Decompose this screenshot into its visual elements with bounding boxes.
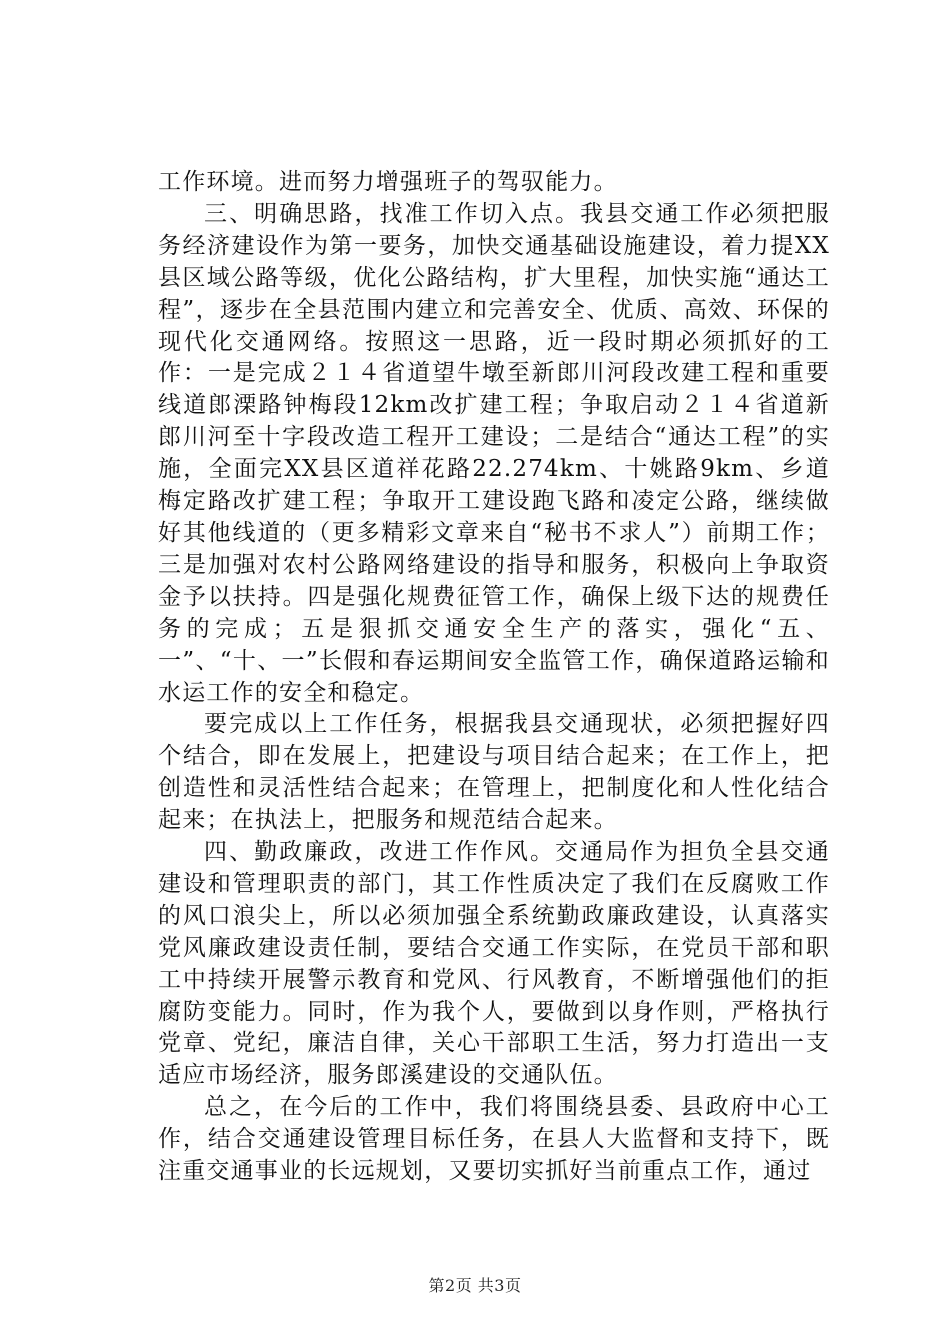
paragraph-1: 工作环境。进而努力增强班子的驾驭能力。	[158, 169, 618, 195]
paragraph-2: 三、明确思路，找准工作切入点。我县交通工作必须把服务经济建设作为第一要务，加快交通基础设施建设，着力提XX县区域公路等级，优化公路结构，扩大里程，加快实施“通达工程”，逐步在全县范围内建立和完善安全、优质、高效、环保的现代化交通网络。按照这一思路，近一段时期必须抓好的工作：一是完成２１４省道望牛墩至新郎川河段改建工程和重要线道郎溧路钟梅段12km改扩建工程；争取启动２１４省道新郎川河至十字段改造工程开工建设；二是结合“通达工程”的实施，全面完XX县区道祥花路22.274km、十姚路9km、乡道梅定路改扩建工程；争取开工建设跑飞路和凌定公路，继续做好其他线道的（更多精彩文章来自“秘书不求人”）前期工作；三是加强对农村公路网络建设的指导和服务，积极向上争取资金予以扶持。四是强化规费征管工作，确保上级下达的规费任务的完成；五是狠抓交通安全生产的落实，强化“五、一”、“十、一”长假和春运期间安全监管工作，确保道路运输和水运工作的安全和稳定。	[158, 200, 830, 706]
document-body	[158, 167, 830, 1188]
paragraph-4: 四、勤政廉政，改进工作作风。交通局作为担负全县交通建设和管理职责的部门，其工作性质决定了我们在反腐败工作的风口浪尖上，所以必须加强全系统勤政廉政建设，认真落实党风廉政建设责任制，要结合交通工作实际，在党员干部和职工中持续开展警示教育和党风、行风教育，不断增强他们的拒腐防变能力。同时，作为我个人，要做到以身作则，严格执行党章、党纪，廉洁自律，关心干部职工生活，努力打造出一支适应市场经济，服务郎溪建设的交通队伍。	[158, 839, 830, 1089]
paragraph-5: 总之，在今后的工作中，我们将围绕县委、县政府中心工作，结合交通建设管理目标任务，在县人大监督和支持下，既注重交通事业的长远规划，又要切实抓好当前重点工作，通过	[158, 1094, 830, 1185]
paragraph-3: 要完成以上工作任务，根据我县交通现状，必须把握好四个结合，即在发展上，把建设与项目结合起来；在工作上，把创造性和灵活性结合起来；在管理上，把制度化和人性化结合起来；在执法上，把服务和规范结合起来。	[158, 711, 830, 834]
page-number-footer: 第2页 共3页	[428, 1276, 522, 1295]
